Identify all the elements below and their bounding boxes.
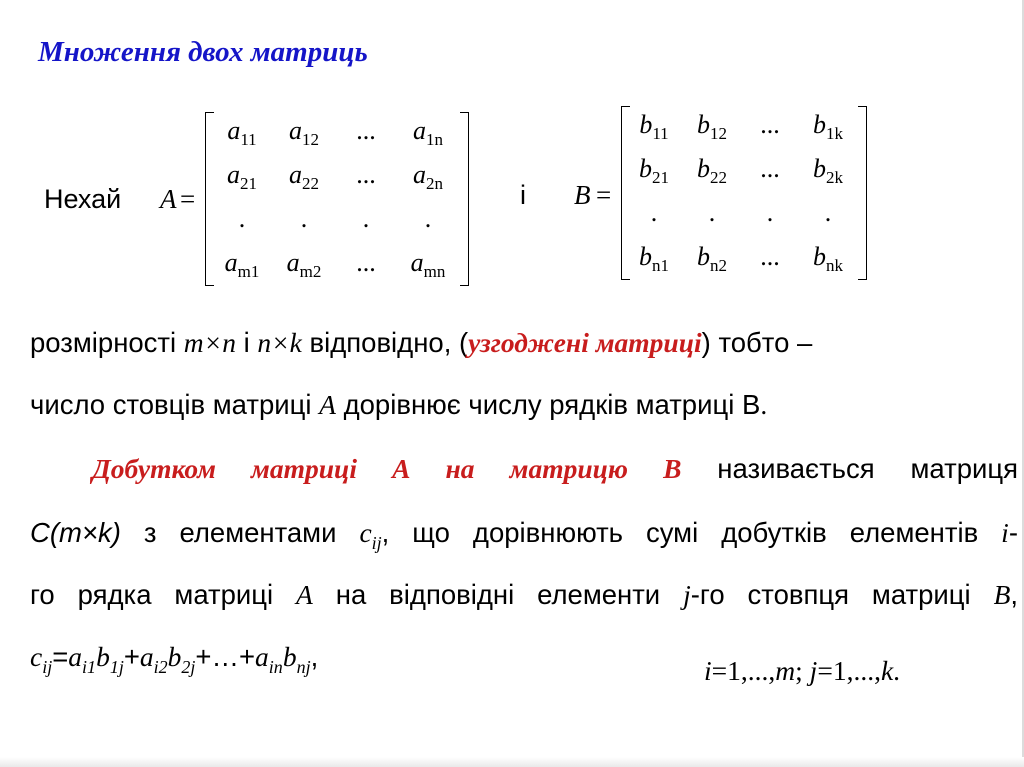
matrix-b-equals: = — [596, 180, 612, 210]
text-line-2 — [30, 388, 1018, 422]
matrix-a-cell: $a_{22}$ — [289, 160, 319, 193]
text-span: ) тобто – — [701, 327, 813, 358]
range-char: 1 — [727, 655, 741, 686]
formula-part: a — [255, 641, 269, 672]
range-char: , — [740, 655, 748, 686]
text-span: з елементами — [120, 517, 360, 548]
matrix-a-cell: ... — [356, 160, 376, 189]
matrix-b-cell: $b_{nk}$ — [813, 242, 843, 275]
range-char: k — [880, 655, 894, 686]
text-span: -го стовпця матриці — [690, 579, 994, 610]
formula-sub: ij — [42, 657, 53, 677]
text-span: . — [760, 389, 768, 420]
formula-part: +…+ — [195, 641, 256, 672]
text-line-3 — [92, 452, 1018, 486]
element-c-sub: ij — [371, 533, 382, 553]
range-char: . — [853, 655, 861, 686]
text-span: розмірності — [30, 327, 184, 358]
formula-part: , — [310, 641, 319, 672]
text-span: , — [1010, 579, 1019, 610]
matrix-a-cell: $a_{1n}$ — [413, 116, 443, 149]
range-char: . — [867, 655, 875, 686]
matrix-a-cell: $a_{m1}$ — [224, 248, 260, 281]
symbol-b: B — [993, 579, 1011, 610]
matrix-a-cell: $a_{12}$ — [289, 116, 319, 149]
matrix-c: C(m×k) — [30, 517, 121, 548]
range-char: i — [704, 655, 712, 686]
range-char: ; — [795, 655, 803, 686]
matrix-a-cell: $a_{mn}$ — [410, 248, 446, 281]
formula-sub: 2j — [181, 657, 196, 677]
range-char: . — [754, 655, 762, 686]
matrix-b-cell: $b_{2k}$ — [813, 154, 843, 187]
range-char: , — [768, 655, 776, 686]
symbol-a: A — [319, 389, 336, 420]
formula-part: a — [68, 641, 83, 672]
and-label: і — [520, 180, 526, 210]
matrix-a-cell: . — [238, 204, 246, 233]
formula-part: c — [30, 641, 43, 672]
matrix-b-cell: $b_{11}$ — [639, 110, 669, 143]
matrix-a-equals: = — [180, 184, 196, 214]
formula — [30, 641, 319, 677]
text-span: і — [235, 327, 258, 358]
matrix-a-cell: $a_{m2}$ — [286, 248, 322, 281]
range-char: . — [747, 655, 755, 686]
highlight-term: узгоджені матриці — [468, 327, 702, 358]
formula-sub: i1 — [82, 657, 97, 677]
matrix-a-name: A — [160, 184, 177, 214]
matrix-a-cell: . — [424, 204, 432, 233]
matrix-a-cell: ... — [356, 116, 376, 145]
matrix-b-cell: . — [824, 198, 832, 227]
text-span: відповідно, ( — [301, 327, 469, 358]
range-char: j — [809, 655, 818, 686]
formula-part: = — [52, 641, 69, 672]
formula-sub: 1j — [109, 657, 124, 677]
matrix-b-cell: $b_{1k}$ — [813, 110, 843, 143]
index-range — [704, 654, 1004, 688]
index-i: i — [1001, 517, 1009, 548]
matrix-b-cell: . — [708, 198, 716, 227]
range-char: , — [874, 655, 881, 686]
element-c: c — [359, 517, 372, 548]
range-char: , — [846, 655, 854, 686]
range-text — [704, 655, 900, 686]
definition-term: Добутком матриці А на матрицю В — [92, 453, 682, 484]
matrix-b-cell: . — [766, 198, 774, 227]
matrix-b-cell: $b_{n2}$ — [697, 242, 727, 275]
formula-part: a — [139, 641, 154, 672]
formula-sub: in — [268, 657, 283, 677]
formula-part: b — [282, 641, 297, 672]
matrix-b-cell: $b_{n1}$ — [639, 242, 669, 275]
matrix-b-cell: $b_{22}$ — [697, 154, 727, 187]
range-char: m — [775, 655, 796, 686]
formula-sub: nj — [296, 657, 311, 677]
range-char: 1 — [832, 655, 847, 686]
range-char: . — [893, 655, 901, 686]
matrix-b-cell: . — [650, 198, 658, 227]
formula-part: + — [123, 641, 140, 672]
dim-a: m×n — [183, 327, 236, 358]
dim-b: n×k — [257, 327, 302, 358]
matrix-b-name: B — [574, 180, 591, 210]
matrix-a-cell: ... — [356, 248, 376, 277]
text-line-1 — [30, 326, 1018, 360]
range-char: = — [711, 655, 728, 686]
matrix-b-cell: ... — [760, 242, 780, 271]
matrix-a-cell: . — [300, 204, 308, 233]
slide-bottom-edge — [0, 757, 1024, 767]
range-char: . — [860, 655, 868, 686]
matrix-b-cell: $b_{12}$ — [697, 110, 727, 143]
formula-part: b — [96, 641, 110, 672]
slide-title: Множення двох матриць — [38, 36, 368, 68]
range-char — [803, 655, 810, 686]
range-char: = — [817, 655, 833, 686]
text-line-4 — [30, 516, 1018, 553]
index-j: j — [683, 579, 691, 610]
text-span: називається матриця — [681, 453, 1018, 484]
text-span: - — [1008, 517, 1018, 548]
matrix-b-cell: ... — [760, 110, 780, 139]
formula-part: b — [167, 641, 182, 672]
matrix-b-cell: $b_{21}$ — [639, 154, 669, 187]
matrix-a-right-bracket — [460, 112, 469, 286]
formula-line — [30, 640, 450, 677]
let-label: Нехай — [44, 184, 122, 214]
matrix-b-right-bracket — [858, 106, 867, 280]
text-span: число стовців матриці — [30, 389, 320, 420]
symbol-a: A — [296, 579, 313, 610]
text-span: дорівнює числу рядків матриці В — [335, 389, 761, 420]
matrix-a-cell: . — [362, 204, 370, 233]
matrix-b-cell: ... — [760, 154, 780, 183]
text-span: , що дорівнюють сумі добутків елементів — [381, 517, 1002, 548]
matrix-a-cell: $a_{21}$ — [227, 160, 257, 193]
matrix-a-cell: $a_{2n}$ — [413, 160, 443, 193]
text-span: го рядка матриці — [30, 579, 297, 610]
range-char: . — [761, 655, 769, 686]
text-line-5 — [30, 578, 1018, 612]
matrix-a-cell: $a_{11}$ — [227, 116, 257, 149]
formula-sub: i2 — [153, 657, 168, 677]
text-span: на відповідні елементи — [312, 579, 684, 610]
